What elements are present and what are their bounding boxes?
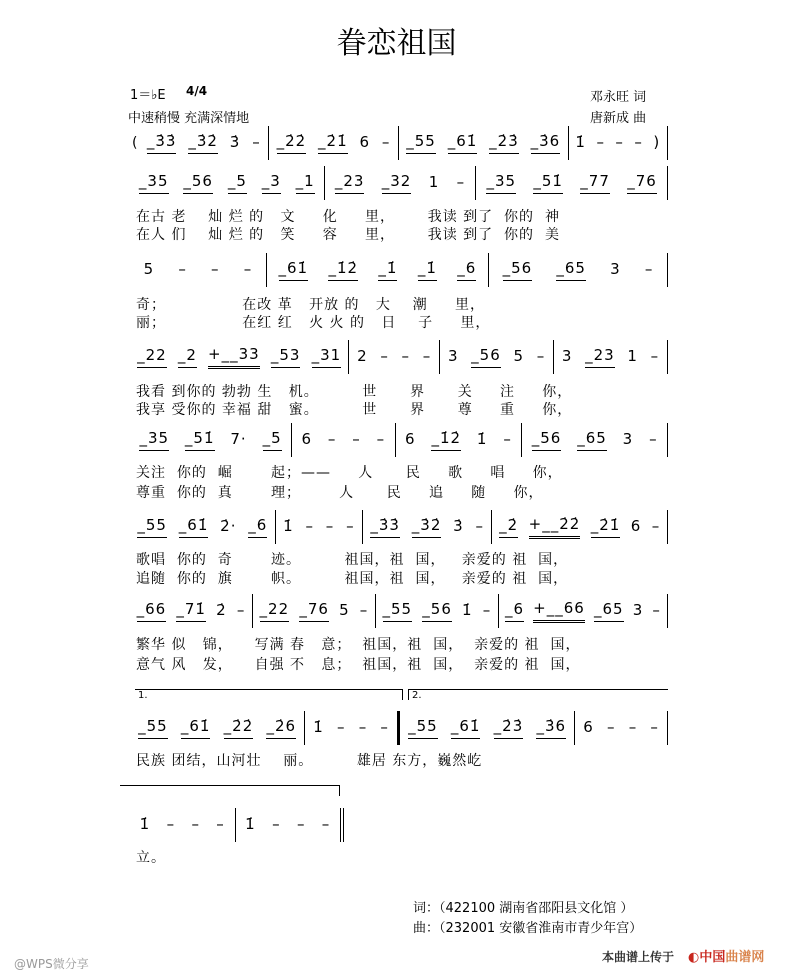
- lyric-line-verse-1: 在古 老 灿 烂 的 文 化 里， 我读 到了 你的 神: [136, 209, 560, 225]
- note-group: _2̇6: [266, 717, 296, 739]
- measure: [130, 808, 236, 842]
- dash-extension: –: [252, 132, 261, 151]
- measure: [269, 126, 399, 160]
- lyric-line-verse-1: 立。: [136, 850, 166, 866]
- logo-icon: ◐: [688, 950, 700, 965]
- note-group: _35: [486, 172, 516, 194]
- note-group: _66: [137, 600, 167, 622]
- measure: [440, 340, 554, 374]
- measure: [363, 510, 492, 544]
- note-group: _65: [594, 600, 624, 622]
- measure: [253, 594, 376, 628]
- note-group: _65: [556, 259, 586, 281]
- dash-extension: –: [503, 429, 512, 448]
- composer-address: 曲：（232001 安徽省淮南市青少年宫）: [413, 921, 643, 936]
- dash-extension: –: [651, 516, 661, 535]
- note-group: 7·: [230, 429, 247, 448]
- note-group: _6: [248, 516, 267, 538]
- note-group: _1̇2̇: [328, 259, 358, 281]
- measure: [130, 423, 292, 457]
- note-group: _55: [137, 516, 167, 538]
- measure: [554, 340, 668, 374]
- dash-extension: –: [607, 717, 616, 736]
- note-group: _1: [296, 172, 315, 194]
- note-group: _55: [406, 132, 436, 154]
- note-group: 3̇: [229, 132, 241, 151]
- note-group: _55: [408, 717, 438, 739]
- volta-label: 2.: [412, 690, 422, 701]
- staff-system: [130, 340, 668, 374]
- staff-system: [130, 510, 668, 544]
- dash-extension: –: [615, 132, 624, 151]
- dash-extension: –: [327, 429, 337, 448]
- note-group: 2̇·: [220, 516, 237, 535]
- dash-extension: –: [422, 346, 432, 365]
- note-group: 6: [359, 132, 371, 151]
- note-group: 3: [622, 429, 634, 448]
- measure: [276, 510, 363, 544]
- staff-system: [130, 166, 668, 200]
- dash-extension: –: [166, 814, 176, 833]
- lyric-line-verse-2: 我享 受你的 幸福 甜 蜜。 世 界 尊 重 你，: [136, 402, 573, 418]
- staff-system: [130, 253, 668, 287]
- note-group: _2̇1̇: [591, 516, 621, 538]
- measure: [400, 711, 575, 745]
- note-group: _2̇3̇: [489, 132, 519, 154]
- dash-extension: –: [358, 717, 368, 736]
- note-group: _3̇6: [531, 132, 561, 154]
- note-group: _61̇: [448, 132, 478, 154]
- dash-extension: –: [211, 259, 220, 278]
- dash-extension: –: [376, 429, 386, 448]
- song-title: 眷恋祖国: [336, 26, 457, 61]
- measure: [305, 711, 400, 745]
- dash-extension: –: [352, 429, 361, 448]
- note-group: _61̇: [451, 717, 481, 739]
- note-group: _76: [299, 600, 329, 622]
- note-group: +__33: [208, 345, 260, 369]
- note-group: _35: [139, 429, 169, 451]
- measure: [267, 253, 489, 287]
- logo-text-a: 中国: [699, 950, 726, 965]
- note-group: 3: [447, 346, 459, 365]
- note-group: _3̇3̇: [147, 132, 177, 154]
- tempo-marking: 中速稍慢 充满深情地: [128, 111, 250, 126]
- note-group: _51̇: [533, 172, 563, 194]
- lyric-line-verse-1: 我看 到你的 勃勃 生 机。 世 界 关 注 你，: [136, 384, 573, 400]
- dash-extension: –: [337, 717, 346, 736]
- measure: [130, 711, 305, 745]
- lyricist-credit: 邓永旺 词: [590, 90, 647, 105]
- note-group: _22: [260, 600, 290, 622]
- note-group: 5: [143, 259, 155, 278]
- measure: [396, 423, 523, 457]
- volta-second-continued: [120, 785, 340, 796]
- note-group: 6: [630, 516, 642, 535]
- note-group: 1: [428, 172, 440, 191]
- dash-extension: –: [178, 259, 187, 278]
- note-group: _31: [312, 346, 342, 368]
- note-group: 6: [405, 429, 416, 448]
- measure: [575, 711, 668, 745]
- note-group: 3̇: [453, 516, 464, 535]
- dash-extension: –: [321, 814, 331, 833]
- lyric-line-verse-2: 尊重 你的 真 理； 人 民 追 随 你，: [136, 485, 544, 501]
- dash-extension: –: [652, 600, 661, 619]
- note-group: _56: [532, 429, 562, 451]
- note-group: 1̇: [476, 429, 488, 448]
- time-signature: 4/4: [186, 84, 208, 98]
- note-group: _77: [580, 172, 610, 194]
- note-group: _2̇1̇: [318, 132, 348, 154]
- note-group: 5: [513, 346, 524, 365]
- dash-extension: –: [536, 346, 546, 365]
- dash-extension: –: [649, 429, 658, 448]
- dash-extension: –: [401, 346, 411, 365]
- note-group: 6: [583, 717, 594, 736]
- note-group: _5: [263, 429, 282, 451]
- dash-extension: –: [482, 600, 492, 619]
- note-group: _3̇2̇: [188, 132, 218, 154]
- measure: [292, 423, 396, 457]
- note-group: 3: [610, 259, 621, 278]
- measure: [522, 423, 668, 457]
- measure: [130, 253, 267, 287]
- open-parenthesis: (: [132, 135, 138, 151]
- dash-extension: –: [305, 516, 314, 535]
- measure: [349, 340, 440, 374]
- measure: [325, 166, 477, 200]
- measure: [499, 594, 668, 628]
- note-group: 3: [561, 346, 573, 365]
- dash-extension: –: [243, 259, 253, 278]
- dash-extension: –: [456, 172, 466, 191]
- composer-credit: 唐新成 曲: [590, 111, 647, 126]
- note-group: _22: [137, 346, 167, 368]
- dash-extension: –: [634, 132, 643, 151]
- volta-label: 1.: [138, 690, 148, 701]
- staff-system: [130, 711, 668, 745]
- note-group: _55: [138, 717, 168, 739]
- note-group: 6: [301, 429, 313, 448]
- note-group: _76: [627, 172, 657, 194]
- note-group: _56: [183, 172, 213, 194]
- dash-extension: –: [644, 259, 654, 278]
- staff-system: [130, 808, 344, 842]
- measure: [130, 166, 325, 200]
- staff-system: [130, 594, 668, 628]
- note-group: _61̇: [181, 717, 211, 739]
- lyric-line-verse-1: 民族 团结，山河壮 丽。 雄居 东方，巍然屹: [136, 753, 483, 769]
- dash-extension: –: [346, 516, 355, 535]
- note-group: _2̇2̇: [224, 717, 254, 739]
- dash-extension: –: [475, 516, 485, 535]
- note-group: _1̇2̇: [431, 429, 461, 451]
- lyric-line-verse-1: 繁华 似 锦， 写满 春 意； 祖国，祖 国， 亲爱的 祖 国，: [136, 637, 581, 653]
- note-group: _56: [471, 346, 501, 368]
- note-group: 1̇: [313, 717, 324, 736]
- note-group: +__66: [533, 599, 585, 623]
- dash-extension: –: [191, 814, 200, 833]
- dash-extension: –: [216, 814, 225, 833]
- note-group: _2̇: [499, 516, 518, 538]
- note-group: _23: [585, 346, 615, 368]
- measure: [569, 126, 668, 160]
- volta-second: [408, 689, 668, 700]
- measure: [492, 510, 668, 544]
- note-group: _56: [503, 259, 533, 281]
- dash-extension: –: [272, 814, 281, 833]
- note-group: 1̇: [245, 814, 256, 833]
- measure: [399, 126, 569, 160]
- staff-system: [130, 126, 668, 160]
- note-group: _71̇: [176, 600, 206, 622]
- staff-system: [130, 423, 668, 457]
- note-group: _56: [422, 600, 452, 622]
- note-group: _32: [382, 172, 412, 194]
- note-group: _2̇2̇: [277, 132, 307, 154]
- measure: [130, 594, 253, 628]
- lyric-line-verse-2: 丽； 在红 红 火 火 的 日 子 里，: [136, 315, 491, 331]
- measure: [476, 166, 668, 200]
- measure: [130, 340, 349, 374]
- note-group: _5: [228, 172, 247, 194]
- note-group: 1̇: [462, 600, 473, 619]
- note-group: 2: [357, 346, 368, 365]
- wps-watermark: @WPS微分享: [14, 957, 89, 971]
- note-group: 5: [339, 600, 350, 619]
- note-group: _2: [178, 346, 197, 368]
- note-group: _3̇3̇: [370, 516, 400, 538]
- lyric-line-verse-1: 奇； 在改 革 开放 的 大 潮 里，: [136, 297, 485, 313]
- measure: [236, 808, 345, 842]
- note-group: _61̇: [179, 516, 209, 538]
- note-group: _1̇: [418, 259, 437, 281]
- note-group: _1̇: [378, 259, 397, 281]
- note-group: _3̇2̇: [412, 516, 442, 538]
- note-group: _35: [139, 172, 169, 194]
- logo-text-b: 曲谱网: [725, 950, 765, 965]
- measure: [130, 510, 276, 544]
- measure: [489, 253, 668, 287]
- lyric-line-verse-2: 追随 你的 旗 帜。 祖国，祖 国， 亲爱的 祖 国，: [136, 571, 569, 587]
- note-group: _53: [271, 346, 301, 368]
- dash-extension: –: [325, 516, 335, 535]
- measure: [376, 594, 499, 628]
- note-group: 1̇: [283, 516, 294, 535]
- dash-extension: –: [296, 814, 306, 833]
- note-group: _51̇: [185, 429, 215, 451]
- lyric-line-verse-2: 在人 们 灿 烂 的 笑 容 里， 我读 到了 你的 美: [136, 227, 560, 243]
- note-group: _65: [577, 429, 607, 451]
- key-signature: 1＝♭E: [130, 88, 166, 103]
- dash-extension: –: [236, 600, 246, 619]
- note-group: _3: [262, 172, 281, 194]
- note-group: _6: [457, 259, 476, 281]
- site-logo[interactable]: [688, 946, 764, 965]
- note-group: _61̇: [279, 259, 309, 281]
- note-group: _55: [383, 600, 413, 622]
- dash-extension: –: [381, 132, 391, 151]
- dash-extension: –: [380, 717, 389, 736]
- upload-text: 本曲谱上传于: [602, 950, 675, 964]
- note-group: _2̇3̇: [494, 717, 524, 739]
- lyricist-address: 词：（422100 湖南省邵阳县文化馆 ）: [413, 901, 634, 916]
- volta-first: [135, 689, 403, 700]
- note-group: _6: [505, 600, 524, 622]
- dash-extension: –: [628, 717, 638, 736]
- dash-extension: –: [650, 717, 659, 736]
- dash-extension: –: [359, 600, 369, 619]
- lyric-line-verse-1: 歌唱 你的 奇 迹。 祖国，祖 国， 亲爱的 祖 国，: [136, 552, 569, 568]
- lyric-line-verse-1: 关注 你的 崛 起；—— 人 民 歌 唱 你，: [136, 465, 563, 481]
- note-group: _3̇6: [536, 717, 566, 739]
- lyric-line-verse-2: 意气 风 发， 自强 不 息； 祖国，祖 国， 亲爱的 祖 国，: [136, 657, 581, 673]
- note-group: 1̇: [575, 132, 586, 151]
- close-parenthesis: ): [653, 132, 661, 151]
- note-group: 3: [632, 600, 644, 619]
- note-group: _23: [335, 172, 365, 194]
- measure: [139, 126, 269, 160]
- dash-extension: –: [596, 132, 605, 151]
- note-group: 1: [627, 346, 638, 365]
- note-group: 1̇: [139, 814, 151, 833]
- note-group: 2̇: [216, 600, 227, 619]
- note-group: +__2̇2̇: [529, 515, 581, 539]
- dash-extension: –: [380, 346, 389, 365]
- dash-extension: –: [650, 346, 660, 365]
